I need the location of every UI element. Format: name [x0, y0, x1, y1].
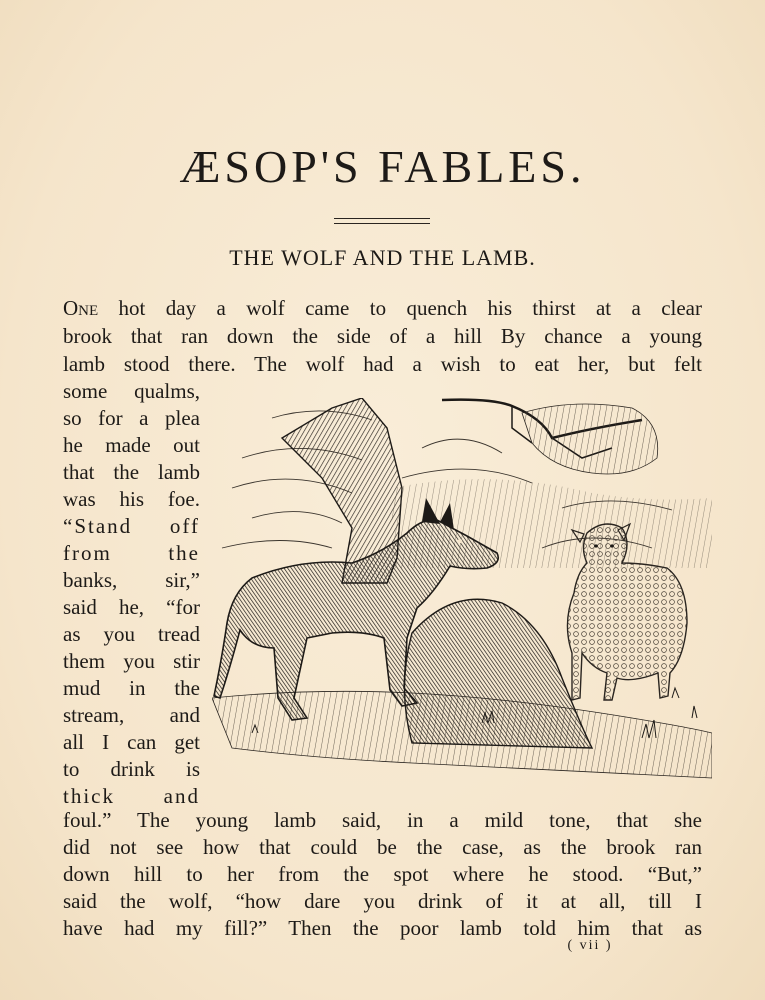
wrap-line: was his foe. [63, 487, 200, 511]
foliage [522, 404, 658, 474]
wrap-line: “Stand off [63, 514, 200, 538]
first-word: One [63, 296, 99, 320]
rock [405, 599, 593, 748]
text-line-bottom: have had my fill?” Then the poor lamb told him that as [63, 916, 702, 940]
wrap-line: all I can get [63, 730, 200, 754]
wrap-line: banks, sir,” [63, 568, 200, 592]
wrap-line: he made out [63, 433, 200, 457]
wrap-line: said he, “for [63, 595, 200, 619]
text-line-1 [63, 293, 702, 323]
title-rule-bottom [334, 223, 430, 224]
title-rule-top [334, 218, 430, 219]
page-number: ( vii ) [567, 938, 613, 953]
wrap-line: them you stir [63, 649, 200, 673]
wrap-line: so for a plea [63, 406, 200, 430]
wrap-line: as you tread [63, 622, 200, 646]
wrap-line: mud in the [63, 676, 200, 700]
wrap-line: from the [63, 541, 200, 565]
wrap-line: to drink is [63, 757, 200, 781]
text-line-bottom: down hill to her from the spot where he stood. “But,” [63, 862, 702, 886]
text-line-bottom: foul.” The young lamb said, in a mild tone, that she [63, 808, 702, 832]
text-line-bottom: did not see how that could be the case, as the brook ran [63, 835, 702, 859]
fable-title: THE WOLF AND THE LAMB. [229, 245, 536, 270]
wolf-and-lamb-illustration [212, 398, 712, 788]
wrap-line: some qualms, [63, 379, 200, 403]
wrap-line: that the lamb [63, 460, 200, 484]
text-line-bottom: said the wolf, “how dare you drink of it at all, till I [63, 889, 702, 913]
text-line-1-rest: hot day a wolf came to quench his thirst at a clear [98, 296, 702, 320]
text-line-2: brook that ran down the side of a hill By chance a young [63, 324, 702, 348]
book-title: ÆSOP'S FABLES. [179, 141, 586, 192]
wrap-line: stream, and [63, 703, 200, 727]
text-line-3: lamb stood there. The wolf had a wish to eat her, but felt [63, 352, 702, 376]
wrap-line: thick and [63, 784, 200, 808]
